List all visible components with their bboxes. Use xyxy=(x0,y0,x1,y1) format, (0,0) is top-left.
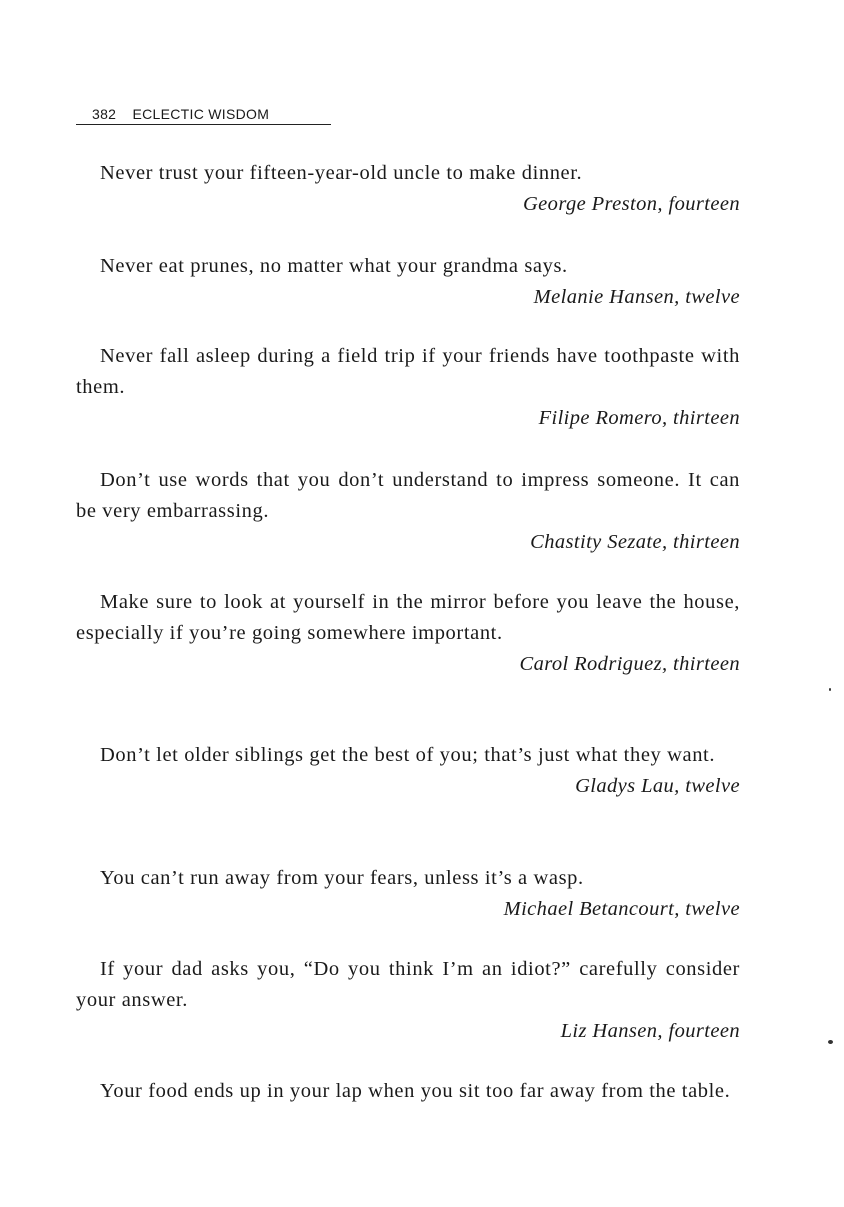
quote-entry xyxy=(76,954,740,1047)
quote-text: Don’t let older siblings get the best of you; that’s just what they want. xyxy=(100,744,716,766)
quote-entry xyxy=(76,251,740,313)
quote-author: Michael Betancourt, twelve xyxy=(503,898,740,920)
quote-author: Melanie Hansen, twelve xyxy=(533,286,740,308)
quote-author: Liz Hansen, fourteen xyxy=(560,1020,740,1042)
quote-entry xyxy=(76,1076,740,1107)
quote-text: Never eat prunes, no matter what your grandma says. xyxy=(100,255,568,277)
quote-author: George Preston, fourteen xyxy=(522,193,740,215)
quote-text: You can’t run away from your fears, unless it’s a wasp. xyxy=(100,867,584,889)
running-header xyxy=(76,106,331,125)
quote-text: Don’t use words that you don’t understand to impress someone. It can be very embarrassing. xyxy=(76,469,740,522)
quote-text: Never trust your fifteen-year-old uncle to make dinner. xyxy=(100,162,583,184)
scan-speck xyxy=(829,688,831,691)
quote-text: Make sure to look at yourself in the mirror before you leave the house, especially if you’re going somewhere important. xyxy=(76,591,740,644)
scan-speck xyxy=(828,1040,833,1044)
quote-entry xyxy=(76,740,740,802)
quote-author: Filipe Romero, thirteen xyxy=(538,407,740,429)
quote-author: Chastity Sezate, thirteen xyxy=(530,531,740,553)
quote-entry xyxy=(76,341,740,434)
quote-entry xyxy=(76,158,740,220)
page-number: 382 xyxy=(92,106,117,122)
quote-text: If your dad asks you, “Do you think I’m an idiot?” carefully consider your answer. xyxy=(76,958,740,1011)
quote-author: Carol Rodriguez, thirteen xyxy=(519,653,740,675)
quote-text: Never fall asleep during a field trip if your friends have toothpaste with them. xyxy=(76,345,740,398)
quote-entry xyxy=(76,863,740,925)
quote-text: Your food ends up in your lap when you sit too far away from the table. xyxy=(100,1080,731,1102)
quote-entry xyxy=(76,587,740,680)
running-title: ECLECTIC WISDOM xyxy=(132,106,270,122)
quote-author: Gladys Lau, twelve xyxy=(575,775,740,797)
quote-entry xyxy=(76,465,740,558)
